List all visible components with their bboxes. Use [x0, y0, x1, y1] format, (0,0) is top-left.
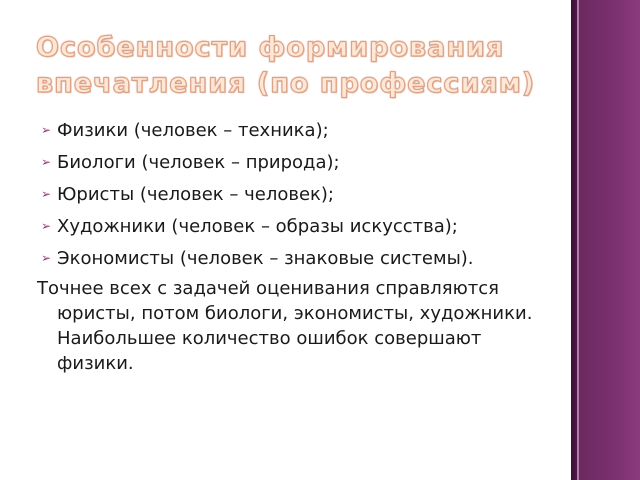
bullet-text: Юристы (человек – человек); — [57, 184, 334, 205]
bullet-text: Биологи (человек – природа); — [57, 152, 340, 173]
bullet-text: Художники (человек – образы искусства); — [57, 216, 458, 237]
bullet-text: Физики (человек – техника); — [57, 120, 329, 141]
bullet-item — [37, 150, 557, 175]
bullet-item — [37, 118, 557, 143]
bullet-list — [37, 118, 557, 271]
arrow-bullet-icon: ➢ — [41, 155, 52, 169]
bullet-text: Экономисты (человек – знаковые системы). — [57, 248, 474, 269]
arrow-bullet-icon: ➢ — [41, 219, 52, 233]
slide-content — [37, 118, 557, 376]
arrow-bullet-icon: ➢ — [41, 123, 52, 137]
bullet-item — [37, 246, 557, 271]
slide-title: Особенности формирования впечатления (по профессиям) — [36, 32, 536, 99]
side-decoration-line — [577, 0, 579, 480]
side-decoration-band — [571, 0, 640, 480]
bullet-item — [37, 214, 557, 239]
bullet-item — [37, 182, 557, 207]
conclusion-paragraph: Точнее всех с задачей оценивания справляются юристы, потом биологи, экономисты, художники. Наибольшее количество ошибок совершают физики. — [37, 278, 533, 374]
arrow-bullet-icon: ➢ — [41, 251, 52, 265]
arrow-bullet-icon: ➢ — [41, 187, 52, 201]
